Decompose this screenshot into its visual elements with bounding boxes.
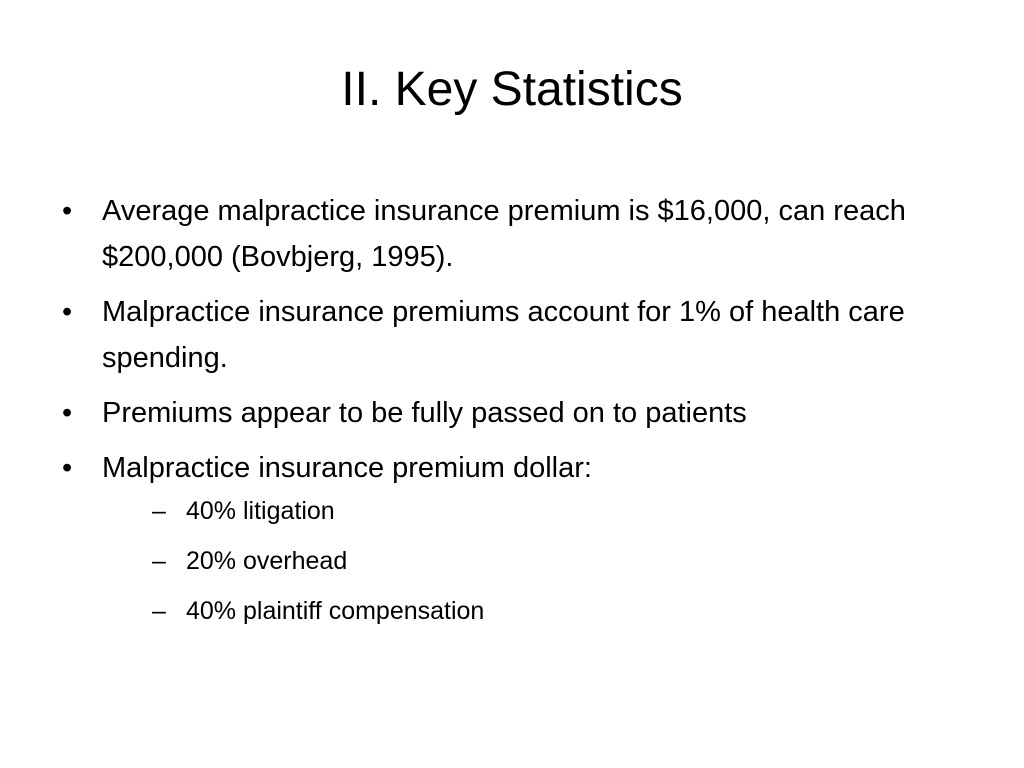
bullet-icon: • <box>62 296 73 328</box>
bullet-item-average-premium <box>62 188 962 280</box>
sub-bullet-text: 20% overhead <box>186 547 348 575</box>
bullet-text: Malpractice insurance premium dollar: <box>102 452 592 484</box>
bullet-item-passed-to-patients <box>62 390 962 436</box>
bullet-text: Premiums appear to be fully passed on to patients <box>102 397 747 429</box>
bullet-text: Average malpractice insurance premium is $16,000, can reach $200,000 (Bovbjerg, 1995). <box>102 195 906 273</box>
bullet-icon: • <box>62 195 73 227</box>
dash-icon: – <box>152 547 166 575</box>
bullet-icon: • <box>62 452 73 484</box>
bullet-list <box>62 188 962 641</box>
sub-bullet-overhead <box>102 541 962 581</box>
sub-bullet-litigation <box>102 491 962 531</box>
dash-icon: – <box>152 597 166 625</box>
bullet-text: Malpractice insurance premiums account for 1% of health care spending. <box>102 296 905 374</box>
premium-dollar-breakdown-list <box>102 491 962 631</box>
sub-bullet-text: 40% plaintiff compensation <box>186 597 485 625</box>
dash-icon: – <box>152 497 166 525</box>
slide-title: II. Key Statistics <box>341 63 683 116</box>
sub-bullet-plaintiff-compensation <box>102 591 962 631</box>
bullet-item-premium-dollar <box>62 445 962 631</box>
sub-bullet-text: 40% litigation <box>186 497 335 525</box>
bullet-icon: • <box>62 397 73 429</box>
bullet-item-spending-share <box>62 289 962 381</box>
